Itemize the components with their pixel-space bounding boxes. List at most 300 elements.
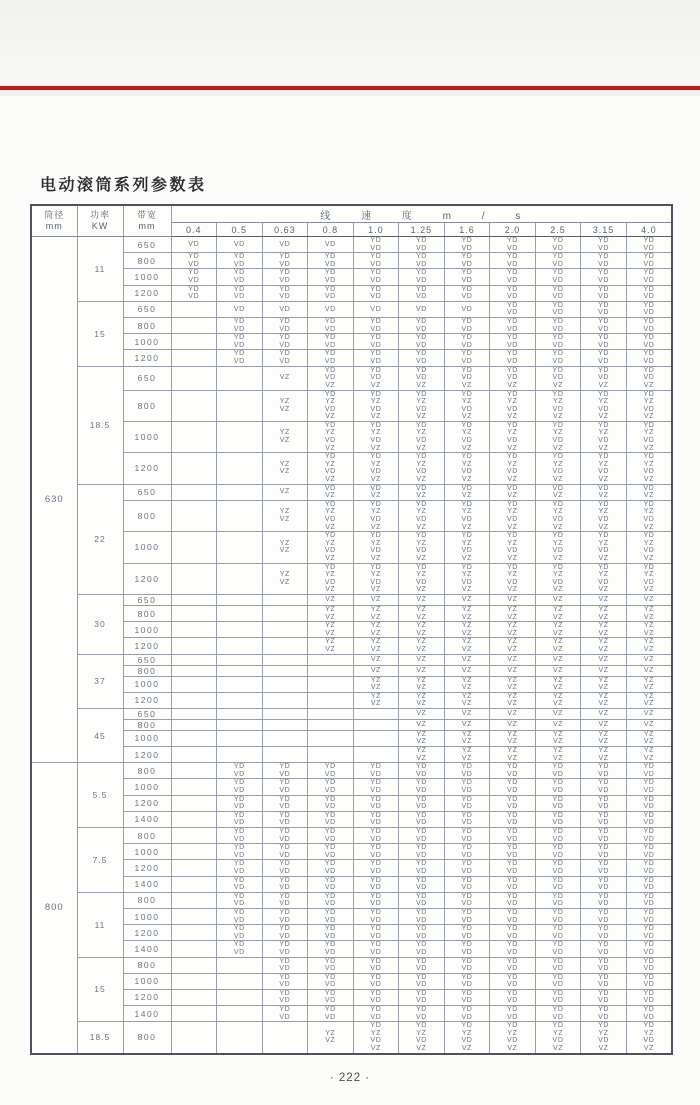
speed-combo-cell <box>308 532 354 563</box>
motor-type-code: VD <box>461 437 473 445</box>
motor-type-code: YD <box>643 350 655 358</box>
motor-type-code: YD <box>415 269 427 277</box>
table-row <box>31 421 672 452</box>
motor-type-code: VZ <box>325 492 336 500</box>
motor-type-code: VZ <box>507 754 518 762</box>
speed-column-header: 4.0 <box>626 223 672 237</box>
table-row <box>31 453 672 484</box>
speed-combo-cell <box>308 692 354 708</box>
table-row <box>31 301 672 317</box>
motor-type-code: YZ <box>552 539 564 547</box>
motor-type-code: YD <box>552 989 564 997</box>
motor-type-code: YZ <box>598 747 609 755</box>
speed-combo-cell <box>353 844 399 860</box>
motor-type-code: YD <box>415 908 427 916</box>
motor-type-code: YZ <box>461 692 473 700</box>
speed-column-header: 0.8 <box>308 223 354 237</box>
speed-combo-cell <box>581 638 627 654</box>
motor-type-code: YD <box>461 844 473 852</box>
speed-combo-cell <box>353 692 399 708</box>
motor-type-code: VD <box>643 867 655 875</box>
table-row <box>31 957 672 973</box>
speed-combo-cell <box>581 708 627 719</box>
motor-type-code: YD <box>233 811 245 819</box>
speed-combo-cell <box>535 285 581 301</box>
motor-type-code: YD <box>370 366 382 374</box>
motor-type-code: VD <box>552 484 564 492</box>
motor-type-code: YD <box>415 876 427 884</box>
motor-type-code: VD <box>507 916 518 924</box>
speed-combo-cell <box>353 500 399 531</box>
motor-type-code: YD <box>279 795 291 803</box>
speed-combo-cell <box>171 594 217 605</box>
speed-combo-cell <box>535 532 581 563</box>
speed-combo-cell <box>444 301 490 317</box>
motor-type-code: VD <box>643 357 655 365</box>
table-row <box>31 665 672 676</box>
motor-type-code: YZ <box>461 571 473 579</box>
motor-type-code: VZ <box>643 738 654 746</box>
motor-type-code: VD <box>188 260 200 268</box>
speed-combo-cell <box>353 366 399 390</box>
header-power-label: 功率 <box>89 210 110 220</box>
speed-combo-cell <box>308 665 354 676</box>
speed-column-header: 1.6 <box>444 223 490 237</box>
motor-type-code: YZ <box>507 1029 518 1037</box>
table-row <box>31 860 672 876</box>
speed-combo-cell <box>581 269 627 285</box>
motor-type-code: VD <box>415 547 427 555</box>
speed-combo-cell <box>262 747 308 763</box>
speed-combo-cell <box>353 532 399 563</box>
belt-width-cell: 1000 <box>123 676 171 692</box>
speed-combo-cell <box>444 908 490 924</box>
speed-combo-cell <box>626 563 672 594</box>
motor-type-code: YD <box>598 828 610 835</box>
speed-combo-cell <box>581 676 627 692</box>
speed-combo-cell <box>490 730 536 746</box>
motor-type-code: VZ <box>370 655 381 663</box>
motor-type-code: YD <box>324 500 336 508</box>
motor-type-code: YD <box>552 532 564 540</box>
motor-type-code: VZ <box>643 554 654 562</box>
motor-type-code: VD <box>643 325 655 333</box>
motor-type-code: VZ <box>552 596 564 604</box>
table-row <box>31 285 672 301</box>
motor-type-code: VD <box>598 932 610 940</box>
motor-type-code: YD <box>324 973 336 981</box>
motor-type-code: VD <box>415 948 427 956</box>
speed-combo-cell <box>262 285 308 301</box>
motor-type-code: VD <box>598 244 610 252</box>
motor-type-code: VD <box>324 770 336 778</box>
motor-type-code: VD <box>461 932 473 940</box>
motor-type-code: YD <box>324 532 336 540</box>
motor-type-code: VD <box>461 276 473 284</box>
motor-type-code: VD <box>507 244 518 252</box>
motor-type-code: YZ <box>279 508 290 516</box>
parameter-table <box>30 204 673 1055</box>
speed-combo-cell <box>171 390 217 421</box>
motor-type-code: VD <box>507 437 518 445</box>
motor-type-code: VD <box>415 981 427 989</box>
belt-width-cell: 1000 <box>123 908 171 924</box>
motor-type-code: VD <box>370 867 382 875</box>
table-row <box>31 708 672 719</box>
motor-type-code: YZ <box>552 676 564 684</box>
motor-type-code: VD <box>598 884 610 892</box>
motor-type-code: VZ <box>552 476 564 484</box>
speed-combo-cell <box>535 941 581 957</box>
speed-combo-cell <box>581 719 627 730</box>
belt-width-cell: 1200 <box>123 350 171 366</box>
motor-type-code: VD <box>598 293 610 301</box>
belt-width-cell: 650 <box>123 708 171 719</box>
motor-type-code: VZ <box>552 721 564 729</box>
motor-type-code: VZ <box>552 586 564 594</box>
motor-type-code: YD <box>415 253 427 261</box>
motor-type-code: VD <box>415 325 427 333</box>
motor-type-code: VD <box>324 948 336 956</box>
motor-type-code: YZ <box>416 539 427 547</box>
motor-type-code: VZ <box>552 1045 564 1053</box>
motor-type-code: VZ <box>370 381 381 389</box>
motor-type-code: VD <box>643 516 655 523</box>
motor-type-code: YD <box>461 811 473 819</box>
speed-combo-cell <box>171 941 217 957</box>
speed-combo-cell <box>262 828 308 844</box>
speed-combo-cell <box>626 484 672 500</box>
table-row <box>31 876 672 892</box>
motor-type-code: VZ <box>643 666 654 674</box>
motor-type-code: YD <box>233 779 245 787</box>
belt-width-cell: 1200 <box>123 285 171 301</box>
speed-combo-cell <box>217 563 263 594</box>
header-line-speed-title: 线 速 度 m / s <box>171 205 672 223</box>
motor-type-code: VD <box>507 803 518 811</box>
motor-type-code: VZ <box>507 1045 518 1053</box>
motor-type-code: YD <box>279 828 291 835</box>
motor-type-code: VZ <box>279 488 290 496</box>
speed-combo-cell <box>399 500 445 531</box>
motor-type-code: YD <box>370 334 382 342</box>
speed-combo-cell <box>581 366 627 390</box>
speed-combo-cell <box>308 708 354 719</box>
motor-type-code: YD <box>552 563 564 571</box>
motor-type-code: YZ <box>325 571 336 579</box>
motor-type-code: YZ <box>461 622 473 630</box>
motor-type-code: YD <box>415 563 427 571</box>
motor-type-code: VD <box>279 884 291 892</box>
motor-type-code: VZ <box>598 596 609 604</box>
motor-type-code: YD <box>370 285 382 293</box>
motor-type-code: VZ <box>325 613 336 621</box>
motor-type-code: VZ <box>507 596 518 604</box>
speed-combo-cell <box>490 594 536 605</box>
speed-combo-cell <box>535 1006 581 1022</box>
motor-type-code: YD <box>461 763 473 771</box>
belt-width-cell: 650 <box>123 654 171 665</box>
table-row <box>31 908 672 924</box>
motor-type-code: VD <box>461 1037 473 1045</box>
motor-type-code: VD <box>415 770 427 778</box>
speed-combo-cell <box>308 301 354 317</box>
motor-type-code: YD <box>233 350 245 358</box>
motor-type-code: VD <box>552 1037 564 1045</box>
motor-type-code: YZ <box>598 638 609 646</box>
motor-type-code: VD <box>598 309 610 317</box>
speed-combo-cell <box>217 708 263 719</box>
speed-combo-cell <box>399 285 445 301</box>
motor-type-code: YD <box>461 860 473 868</box>
speed-combo-cell <box>171 366 217 390</box>
motor-type-code: VZ <box>598 738 609 746</box>
speed-combo-cell <box>626 334 672 350</box>
motor-type-code: YZ <box>507 605 518 613</box>
table-row <box>31 484 672 500</box>
speed-combo-cell <box>444 763 490 779</box>
motor-type-code: YZ <box>507 539 518 547</box>
speed-combo-cell <box>490 317 536 333</box>
speed-combo-cell <box>399 676 445 692</box>
motor-type-code: YZ <box>416 730 427 738</box>
motor-type-code: VD <box>507 851 518 859</box>
motor-type-code: YD <box>552 795 564 803</box>
drum-diameter-cell: 800 <box>31 763 77 1054</box>
speed-combo-cell <box>626 654 672 665</box>
speed-combo-cell <box>535 795 581 811</box>
speed-combo-cell <box>626 989 672 1005</box>
power-cell: 18.5 <box>77 366 123 484</box>
motor-type-code: YD <box>598 1006 610 1014</box>
motor-type-code: YD <box>415 763 427 771</box>
motor-type-code: VD <box>233 240 245 248</box>
motor-type-code: YD <box>552 301 564 309</box>
motor-type-code: VD <box>370 516 382 523</box>
motor-type-code: VD <box>233 325 245 333</box>
speed-combo-cell <box>535 453 581 484</box>
motor-type-code: YZ <box>325 1029 336 1037</box>
speed-combo-cell <box>353 973 399 989</box>
motor-type-code: YD <box>415 941 427 949</box>
speed-combo-cell <box>262 334 308 350</box>
motor-type-code: YD <box>233 795 245 803</box>
speed-combo-cell <box>581 795 627 811</box>
speed-combo-cell <box>217 269 263 285</box>
motor-type-code: YZ <box>416 460 427 468</box>
motor-type-code: YD <box>507 925 518 933</box>
speed-combo-cell <box>399 563 445 594</box>
power-cell: 30 <box>77 594 123 654</box>
motor-type-code: VZ <box>643 476 654 484</box>
motor-type-code: YD <box>415 795 427 803</box>
motor-type-code: VD <box>233 948 245 956</box>
header-row-top <box>31 205 672 223</box>
motor-type-code: VD <box>415 260 427 268</box>
motor-type-code: YD <box>507 876 518 884</box>
motor-type-code: YD <box>598 908 610 916</box>
motor-type-code: YZ <box>325 460 336 468</box>
speed-combo-cell <box>581 317 627 333</box>
motor-type-code: YD <box>233 334 245 342</box>
speed-combo-cell <box>353 605 399 621</box>
speed-combo-cell <box>308 269 354 285</box>
motor-type-code: YD <box>507 892 518 900</box>
speed-combo-cell <box>217 350 263 366</box>
speed-combo-cell <box>535 925 581 941</box>
speed-combo-cell <box>444 973 490 989</box>
motor-type-code: VD <box>415 437 427 445</box>
motor-type-code: VD <box>552 341 564 349</box>
motor-type-code: YD <box>324 941 336 949</box>
motor-type-code: VD <box>461 867 473 875</box>
motor-type-code: VD <box>279 787 291 795</box>
speed-combo-cell <box>581 237 627 253</box>
motor-type-code: VD <box>415 787 427 795</box>
motor-type-code: YD <box>461 989 473 997</box>
speed-combo-cell <box>581 892 627 908</box>
motor-type-code: VD <box>415 374 427 382</box>
speed-combo-cell <box>581 334 627 350</box>
table-row <box>31 350 672 366</box>
motor-type-code: VD <box>233 819 245 827</box>
speed-combo-cell <box>535 366 581 390</box>
speed-combo-cell <box>171 925 217 941</box>
motor-type-code: YZ <box>552 622 564 630</box>
table-row <box>31 795 672 811</box>
motor-type-code: VZ <box>507 554 518 562</box>
motor-type-code: VD <box>643 260 655 268</box>
motor-type-code: VZ <box>552 645 564 653</box>
speed-column-header: 2.0 <box>490 223 536 237</box>
speed-combo-cell <box>217 828 263 844</box>
motor-type-code: YD <box>643 779 655 787</box>
speed-combo-cell <box>444 860 490 876</box>
speed-combo-cell <box>353 989 399 1005</box>
motor-type-code: YD <box>598 1022 610 1030</box>
motor-type-code: YD <box>598 421 610 429</box>
speed-combo-cell <box>262 563 308 594</box>
motor-type-code: YD <box>370 908 382 916</box>
speed-combo-cell <box>581 605 627 621</box>
motor-type-code: VZ <box>643 613 654 621</box>
speed-combo-cell <box>399 453 445 484</box>
speed-combo-cell <box>581 811 627 827</box>
speed-combo-cell <box>308 763 354 779</box>
motor-type-code: YZ <box>643 539 654 547</box>
motor-type-code: YD <box>415 779 427 787</box>
speed-combo-cell <box>308 453 354 484</box>
motor-type-code: YD <box>233 285 245 293</box>
motor-type-code: YD <box>507 532 518 540</box>
speed-combo-cell <box>262 692 308 708</box>
motor-type-code: YD <box>324 334 336 342</box>
motor-type-code: VZ <box>598 444 609 452</box>
motor-type-code: VZ <box>370 523 381 531</box>
speed-combo-cell <box>399 390 445 421</box>
motor-type-code: YD <box>415 317 427 325</box>
motor-type-code: YD <box>279 317 291 325</box>
table-row <box>31 973 672 989</box>
motor-type-code: VD <box>370 835 382 843</box>
motor-type-code: YD <box>324 1006 336 1014</box>
speed-combo-cell <box>308 828 354 844</box>
motor-type-code: VD <box>324 1013 336 1021</box>
motor-type-code: YZ <box>370 638 381 646</box>
motor-type-code: VD <box>370 325 382 333</box>
motor-type-code: YD <box>461 253 473 261</box>
motor-type-code: YD <box>370 989 382 997</box>
speed-combo-cell <box>353 484 399 500</box>
motor-type-code: VD <box>643 309 655 317</box>
speed-combo-cell <box>626 692 672 708</box>
motor-type-code: YD <box>370 350 382 358</box>
motor-type-code: YD <box>507 334 518 342</box>
speed-combo-cell <box>444 844 490 860</box>
speed-combo-cell <box>308 421 354 452</box>
speed-combo-cell <box>581 1022 627 1054</box>
motor-type-code: VZ <box>643 444 654 452</box>
motor-type-code: YD <box>643 973 655 981</box>
motor-type-code: VD <box>233 803 245 811</box>
motor-type-code: YD <box>643 925 655 933</box>
motor-type-code: YD <box>643 390 655 398</box>
speed-combo-cell <box>535 763 581 779</box>
motor-type-code: VD <box>598 484 610 492</box>
speed-combo-cell <box>262 390 308 421</box>
motor-type-code: VZ <box>461 684 473 692</box>
motor-type-code: VD <box>598 803 610 811</box>
motor-type-code: VD <box>370 305 382 313</box>
motor-type-code: VD <box>507 787 518 795</box>
motor-type-code: VD <box>643 803 655 811</box>
motor-type-code: YD <box>415 390 427 398</box>
motor-type-code: YZ <box>461 676 473 684</box>
motor-type-code: VD <box>598 981 610 989</box>
speed-combo-cell <box>217 301 263 317</box>
speed-combo-cell <box>171 605 217 621</box>
speed-combo-cell <box>535 844 581 860</box>
motor-type-code: YZ <box>598 605 609 613</box>
speed-combo-cell <box>217 366 263 390</box>
motor-type-code: VD <box>507 900 518 908</box>
motor-type-code: VD <box>552 405 564 413</box>
motor-type-code: YZ <box>416 676 427 684</box>
belt-width-cell: 650 <box>123 237 171 253</box>
motor-type-code: VD <box>415 305 427 313</box>
motor-type-code: VD <box>643 405 655 413</box>
motor-type-code: VD <box>552 260 564 268</box>
speed-combo-cell <box>262 908 308 924</box>
motor-type-code: YD <box>552 350 564 358</box>
motor-type-code: VD <box>507 405 518 413</box>
speed-combo-cell <box>262 366 308 390</box>
speed-combo-cell <box>262 654 308 665</box>
motor-type-code: YD <box>279 876 291 884</box>
motor-type-code: YD <box>324 366 336 374</box>
speed-combo-cell <box>399 957 445 973</box>
speed-combo-cell <box>171 317 217 333</box>
speed-combo-cell <box>171 692 217 708</box>
motor-type-code: YD <box>643 860 655 868</box>
motor-type-code: YD <box>598 892 610 900</box>
motor-type-code: VZ <box>461 666 473 674</box>
motor-type-code: YD <box>324 908 336 916</box>
speed-combo-cell <box>353 676 399 692</box>
motor-type-code: YZ <box>279 398 290 406</box>
speed-combo-cell <box>581 925 627 941</box>
motor-type-code: YD <box>279 973 291 981</box>
